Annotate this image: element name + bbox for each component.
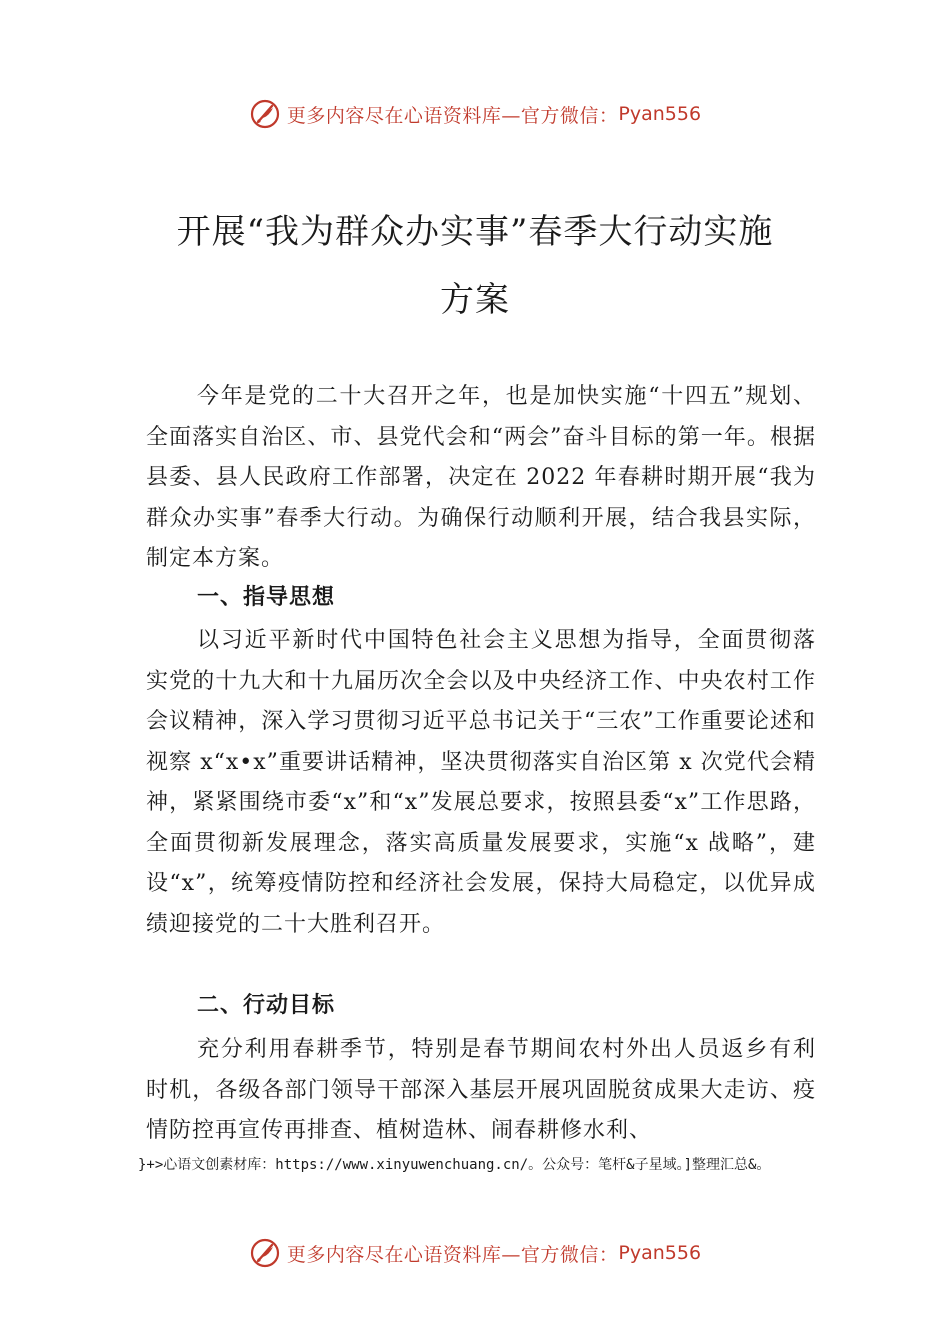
section-heading-guiding-thought: 一、指导思想 — [197, 585, 336, 610]
quill-seal-icon — [249, 1237, 281, 1269]
section-heading-action-goals: 二、行动目标 — [197, 993, 336, 1018]
footnote-source: }+>心语文创素材库：https://www.xinyuwenchuang.cn/。公众号：笔杆&子星域。]整理汇总&。 — [138, 1157, 771, 1173]
header-banner — [0, 94, 950, 134]
intro-paragraph: 今年是党的二十大召开之年，也是加快实施“十四五”规划、全面落实自治区、市、县党代会和“两会”奋斗目标的第一年。根据县委、县人民政府工作部署，决定在 2022 年春耕时期开展“我为群众办实事”春季大行动。为确保行动顺利开展，结合我县实际，制定本方案。 — [146, 384, 816, 571]
banner-wechat-id: Pyan556 — [618, 103, 702, 125]
banner-text: 更多内容尽在心语资料库—官方微信： — [286, 1243, 619, 1266]
section-body-action-goals: 充分利用春耕季节，特别是春节期间农村外出人员返乡有利时机，各级各部门领导干部深入基层开展巩固脱贫成果大走访、疫情防控再宣传再排查、植树造林、闹春耕修水利、 — [146, 1037, 816, 1143]
document-title-line-1: 开展“我为群众办实事”春季大行动实施 — [176, 212, 774, 252]
banner-text: 更多内容尽在心语资料库—官方微信： — [286, 104, 619, 127]
document-title-line-2: 方案 — [440, 280, 510, 320]
section-body-guiding-thought: 以习近平新时代中国特色社会主义思想为指导，全面贯彻落实党的十九大和十九届历次全会以及中央经济工作、中央农村工作会议精神，深入学习贯彻习近平总书记关于“三农”工作重要论述和视察 x“x•x”重要讲话精神，坚决贯彻落实自治区第 x 次党代会精神，紧紧围绕市委“x”和“x”发展总要求，按照县委“x”工作思路，全面贯彻新发展理念，落实高质量发展要求，实施“x 战略”，建设“x”，统筹疫情防控和经济社会发展，保持大局稳定，以优异成绩迎接党的二十大胜利召开。 — [146, 628, 816, 937]
footer-banner — [0, 1233, 950, 1273]
quill-seal-icon — [249, 98, 281, 130]
banner-wechat-id: Pyan556 — [618, 1242, 702, 1264]
